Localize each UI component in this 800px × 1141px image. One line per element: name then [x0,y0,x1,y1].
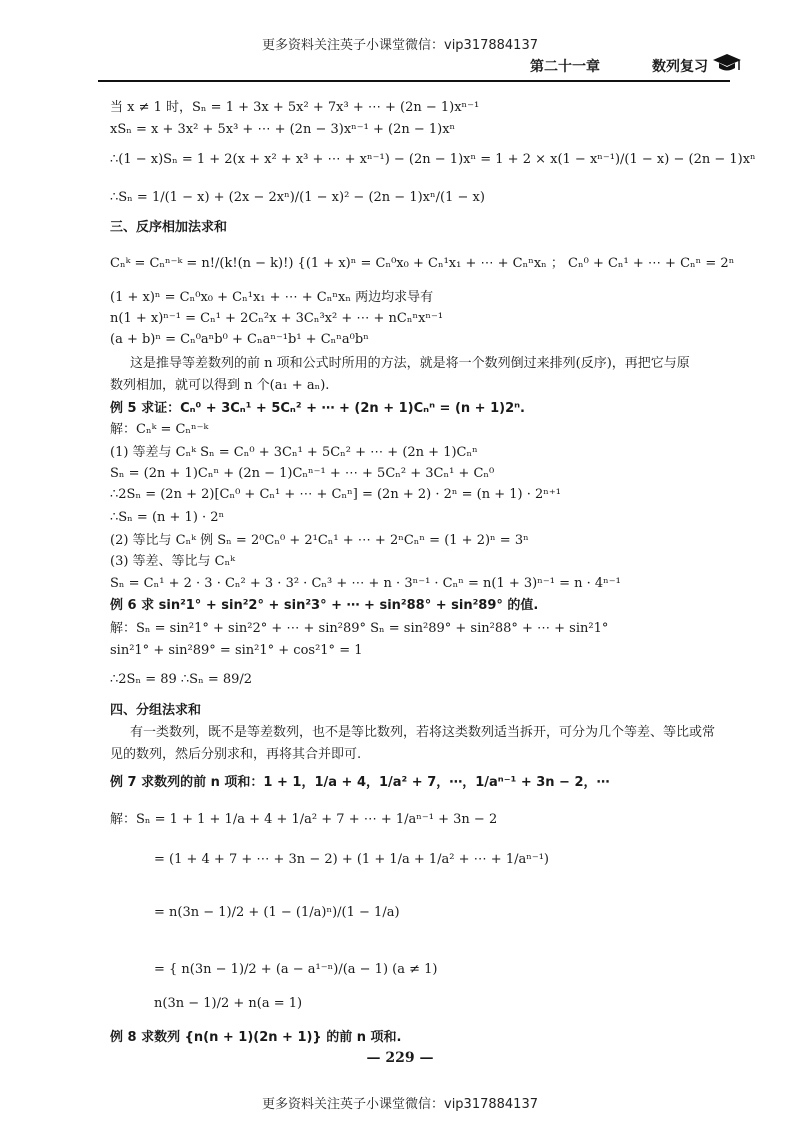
text-line: 解：Sₙ = 1 + 1 + 1/a + 4 + 1/a² + 7 + ⋯ + 1/aⁿ⁻¹ + 3n − 2 [110,812,498,827]
watermark-top: 更多资料关注英子小课堂微信：vip317884137 [262,38,538,53]
text-line: (3) 等差、等比与 Cₙᵏ [110,554,235,569]
text-line: = n(3n − 1)/2 + (1 − (1/a)ⁿ)/(1 − 1/a) [154,905,400,920]
text-line: 见的数列，然后分别求和，再将其合并即可. [110,747,362,762]
text-line: Cₙᵏ = Cₙⁿ⁻ᵏ = n!/(k!(n − k)!) {(1 + x)ⁿ = Cₙ⁰x₀ + Cₙ¹x₁ + ⋯ + Cₙⁿxₙ ； Cₙ⁰ + Cₙ¹ + ⋯ + Cₙⁿ = 2ⁿ [110,256,735,271]
text-line: xSₙ = x + 3x² + 5x³ + ⋯ + (2n − 3)xⁿ⁻¹ + (2n − 1)xⁿ [110,122,456,137]
graduation-cap-icon [712,52,742,78]
example-line: 例 8 求数列 {n(n + 1)(2n + 1)} 的前 n 项和. [110,1030,402,1045]
chapter-label: 第二十一章 [530,59,600,75]
section-heading: 三、反序相加法求和 [110,220,228,235]
page-number: — 229 — [366,1050,434,1066]
section-heading: 四、分组法求和 [110,703,202,718]
chapter-header [520,52,740,80]
text-line: n(3n − 1)/2 + n(a = 1) [154,996,303,1011]
example-line: 例 6 求 sin²1° + sin²2° + sin²3° + ⋯ + sin²88° + sin²89° 的值. [110,598,539,613]
example-line: 例 5 求证：Cₙ⁰ + 3Cₙ¹ + 5Cₙ² + ⋯ + (2n + 1)Cₙⁿ = (n + 1)2ⁿ. [110,401,525,416]
text-line: Sₙ = (2n + 1)Cₙⁿ + (2n − 1)Cₙⁿ⁻¹ + ⋯ + 5Cₙ² + 3Cₙ¹ + Cₙ⁰ [110,466,495,481]
example-line: 例 7 求数列的前 n 项和：1 + 1，1/a + 4，1/a² + 7，⋯，1/aⁿ⁻¹ + 3n − 2，⋯ [110,775,610,790]
text-line: ∴2Sₙ = 89 ∴Sₙ = 89/2 [110,672,253,687]
text-line: 这是推导等差数列的前 n 项和公式时所用的方法，就是将一个数列倒过来排列(反序)，再把它与原 [130,356,690,371]
text-line: (2) 等比与 Cₙᵏ 例 Sₙ = 2⁰Cₙ⁰ + 2¹Cₙ¹ + ⋯ + 2ⁿCₙⁿ = (1 + 2)ⁿ = 3ⁿ [110,533,529,548]
text-line: ∴2Sₙ = (2n + 2)[Cₙ⁰ + Cₙ¹ + ⋯ + Cₙⁿ] = (2n + 2) · 2ⁿ = (n + 1) · 2ⁿ⁺¹ [110,487,561,502]
text-line: ∴Sₙ = (n + 1) · 2ⁿ [110,510,225,525]
chapter-title: 数列复习 [652,59,708,75]
text-line: (1 + x)ⁿ = Cₙ⁰x₀ + Cₙ¹x₁ + ⋯ + Cₙⁿxₙ 两边均求导有 [110,290,434,305]
text-line: 解：Cₙᵏ = Cₙⁿ⁻ᵏ [110,422,209,437]
text-line: ∴Sₙ = 1/(1 − x) + (2x − 2xⁿ)/(1 − x)² − (2n − 1)xⁿ/(1 − x) [110,190,485,205]
watermark-bottom: 更多资料关注英子小课堂微信：vip317884137 [262,1097,538,1112]
header-rule [98,80,730,82]
text-line: 数列相加，就可以得到 n 个(a₁ + aₙ). [110,378,330,393]
text-line: = (1 + 4 + 7 + ⋯ + 3n − 2) + (1 + 1/a + 1/a² + ⋯ + 1/aⁿ⁻¹) [154,852,549,867]
text-line: 解：Sₙ = sin²1° + sin²2° + ⋯ + sin²89° Sₙ = sin²89° + sin²88° + ⋯ + sin²1° [110,621,609,636]
text-line: (a + b)ⁿ = Cₙ⁰aⁿb⁰ + Cₙaⁿ⁻¹b¹ + Cₙⁿa⁰bⁿ [110,332,369,347]
text-line: = { n(3n − 1)/2 + (a − a¹⁻ⁿ)/(a − 1) (a ≠ 1) [154,962,438,977]
text-line: 当 x ≠ 1 时，Sₙ = 1 + 3x + 5x² + 7x³ + ⋯ + (2n − 1)xⁿ⁻¹ [110,100,480,115]
text-line: 有一类数列，既不是等差数列，也不是等比数列，若将这类数列适当拆开，可分为几个等差、等比或常 [130,725,716,740]
text-line: n(1 + x)ⁿ⁻¹ = Cₙ¹ + 2Cₙ²x + 3Cₙ³x² + ⋯ + nCₙⁿxⁿ⁻¹ [110,311,444,326]
text-line: (1) 等差与 Cₙᵏ Sₙ = Cₙ⁰ + 3Cₙ¹ + 5Cₙ² + ⋯ + (2n + 1)Cₙⁿ [110,445,478,460]
text-line: sin²1° + sin²89° = sin²1° + cos²1° = 1 [110,643,363,658]
text-line: Sₙ = Cₙ¹ + 2 · 3 · Cₙ² + 3 · 3² · Cₙ³ + ⋯ + n · 3ⁿ⁻¹ · Cₙⁿ = n(1 + 3)ⁿ⁻¹ = n · 4ⁿ⁻¹ [110,576,621,591]
text-line: ∴(1 − x)Sₙ = 1 + 2(x + x² + x³ + ⋯ + xⁿ⁻¹) − (2n − 1)xⁿ = 1 + 2 × x(1 − xⁿ⁻¹)/(1 − x) − (2n − 1)xⁿ [110,152,756,167]
